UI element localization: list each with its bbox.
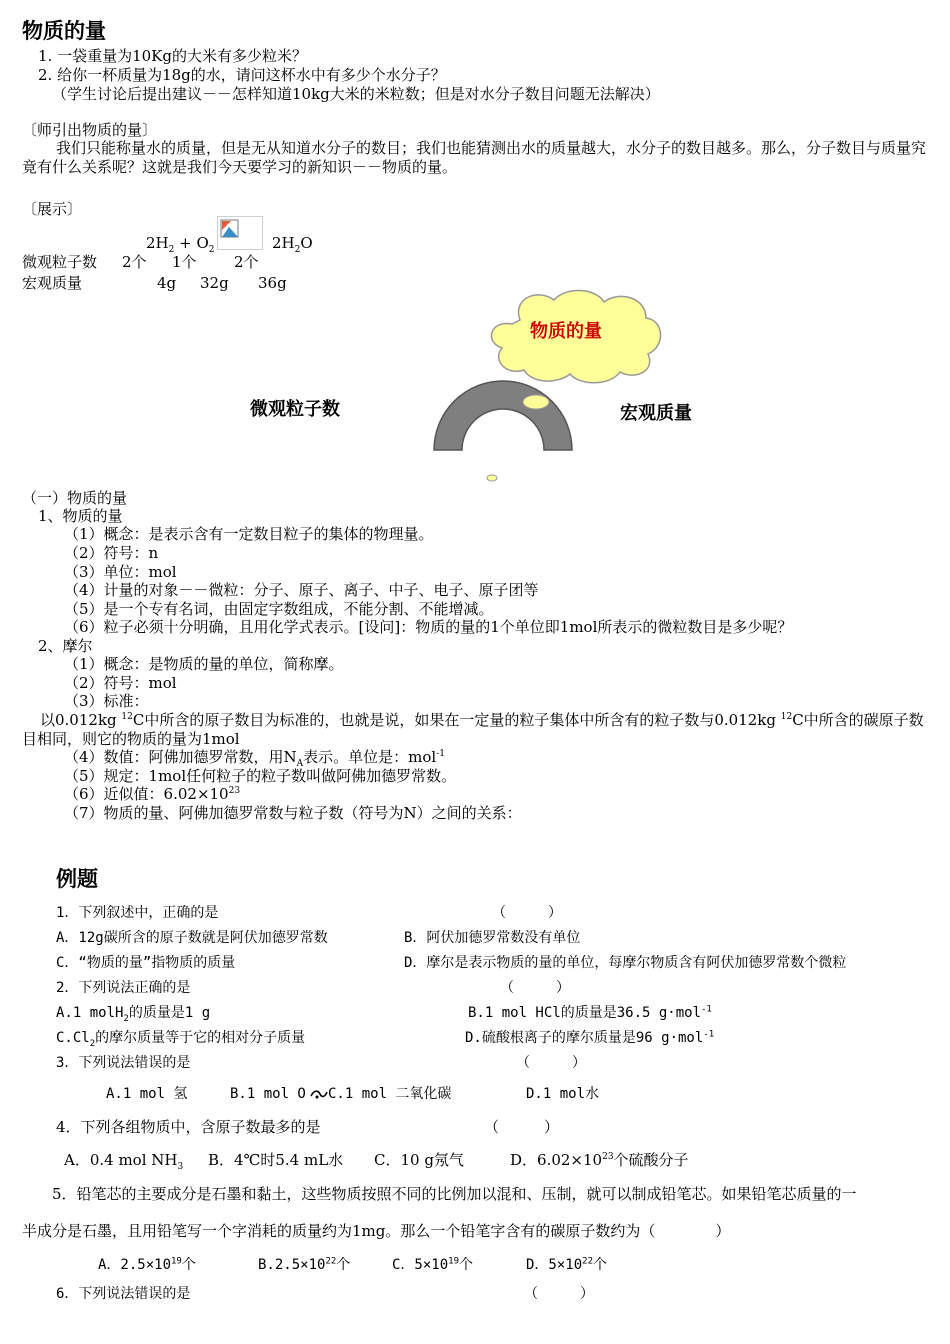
show-label: 〔展示〕 <box>22 200 83 218</box>
item-1-4: （4）计量的对象－－微粒：分子、原子、离子、中子、电子、原子团等 <box>64 581 539 599</box>
q1-option-a: A．12g碳所含的原子数就是阿伏加德罗常数 <box>56 930 328 946</box>
q3-stem: 3．下列说法错误的是 <box>56 1055 191 1071</box>
section-heading: （一）物质的量 <box>22 489 128 507</box>
micro-value-2: 1个 <box>172 253 197 271</box>
intro-question-2: 2. 给你一杯质量为18g的水，请问这杯水中有多少个水分子？ <box>38 66 446 84</box>
top-pebble <box>523 395 549 409</box>
intro-question-1: 1. 一袋重量为10Kg的大米有多少粒米？ <box>38 47 307 65</box>
q1-paren: （ ） <box>492 905 562 921</box>
item-2-6: （6）近似值：$6.02\times 10^{23}$ <box>64 785 241 803</box>
page-title: 物质的量 <box>22 19 106 43</box>
balance-diagram <box>420 280 680 490</box>
q2-stem: 2．下列说法正确的是 <box>56 980 191 996</box>
macro-value-3: 36g <box>258 274 287 292</box>
bottom-pebble <box>487 475 497 481</box>
q2-option-c: $C.Cl_2$的摩尔质量等于它的相对分子质量 <box>56 1030 306 1049</box>
teacher-label: 〔师引出物质的量〕 <box>22 121 158 139</box>
q6-stem: 6．下列说法错误的是 <box>56 1286 191 1302</box>
q3-paren: （ ） <box>516 1055 586 1071</box>
q1-option-d: D．摩尔是表示物质的量的单位，每摩尔物质含有阿伏加德罗常数个微粒 <box>404 955 847 971</box>
equation-reactant-o2: + O <box>174 234 209 252</box>
q4-stem: 4．下列各组物质中，含原子数最多的是 <box>56 1118 321 1136</box>
q3-option-b: B.1 mol O <box>230 1086 306 1102</box>
equation: $2H_2 + O_2$ <box>146 234 215 255</box>
macro-value-1: 4g <box>157 274 177 292</box>
item-2-7: （7）物质的量、阿佛加德罗常数与粒子数（符号为N）之间的关系： <box>64 804 522 822</box>
item-2-3: （3）标准： <box>64 692 149 710</box>
cloud-label: 物质的量 <box>530 321 602 342</box>
standard-text: 以0.012kg $^{12}$C中所含的原子数目为标准的，也就是说，如果在一定量的粒子集体中所含有的粒子数与0.012kg $^{12}$C中所含的碳原子数目相同，则它的物质的量为1mol <box>22 711 924 748</box>
diagram-right-label: 宏观质量 <box>620 403 692 424</box>
item-1-3: （3）单位：mol <box>64 563 177 581</box>
q3-option-d: D.1 mol水 <box>526 1086 600 1102</box>
q1-option-b: B．阿伏加德罗常数没有单位 <box>404 930 581 946</box>
q5-line-1: 5．铅笔芯的主要成分是石墨和黏土，这些物质按照不同的比例加以混和、压制，就可以制成铅笔芯。如果铅笔芯质量的一 <box>52 1185 857 1203</box>
glyph-artifact-icon <box>310 1088 328 1100</box>
teacher-text: 我们只能称量水的质量，但是无从知道水分子的数目；我们也能猜测出水的质量越大，水分子的数目越多。那么，分子数目与质量究竟有什么关系呢？这就是我们今天要学习的新知识－－物质的量。 <box>22 139 927 176</box>
q4-option-c: C．10 g氖气 <box>374 1151 464 1169</box>
q2-option-d: D.硫酸根离子的摩尔质量是96 g·mol$^{-1}$ <box>465 1029 715 1046</box>
q2-option-a: A.1 molH$_2$的质量是1 g <box>56 1005 211 1024</box>
q4-paren: （ ） <box>484 1118 560 1136</box>
q3-option-a: A.1 mol 氢 <box>106 1086 188 1102</box>
equation-reactant-h2: $2H_2$ <box>146 234 175 255</box>
q5-option-c: C．$5\times 10^{19}$个 <box>392 1256 473 1273</box>
item-2-5: （5）规定：1mol任何粒子的粒子数叫做阿佛加德罗常数。 <box>64 767 457 785</box>
micro-value-1: 2个 <box>122 253 147 271</box>
arch-shape <box>434 381 572 450</box>
q4-option-d: D．$6.02\times 10^{23}$个硫酸分子 <box>510 1151 689 1169</box>
item-2-1: （1）概念：是物质的量的单位，简称摩。 <box>64 655 344 673</box>
q2-paren: （ ） <box>500 980 570 996</box>
micro-label: 微观粒子数 <box>22 253 98 271</box>
item-1-2: （2）符号：n <box>64 544 159 562</box>
q5-option-d: D．$5\times 10^{22}$个 <box>526 1256 607 1273</box>
macro-value-2: 32g <box>200 274 229 292</box>
intro-discussion: （学生讨论后提出建议－－怎样知道10kg大米的米粒数；但是对水分子数目问题无法解决） <box>52 85 660 103</box>
q5-line-2: 半成分是石墨，且用铅笔写一个字消耗的质量约为1mg。那么一个铅笔字含有的碳原子数约为（ ） <box>22 1222 731 1240</box>
subsection-1: 1、物质的量 <box>38 507 123 525</box>
q4-option-b: B．4℃时5.4 mL水 <box>208 1151 344 1169</box>
diagram-left-label: 微观粒子数 <box>250 399 340 420</box>
q1-option-c: C．“物质的量”指物质的质量 <box>56 955 236 971</box>
q3-option-c: C.1 mol 二氧化碳 <box>328 1086 452 1102</box>
q6-paren: （ ） <box>524 1286 594 1302</box>
item-1-6: （6）粒子必须十分明确，且用化学式表示。[设问]：物质的量的1个单位即1mol所表示的微粒数目是多少呢？ <box>64 618 793 636</box>
q4-option-a: A．0.4 mol $NH_3$ <box>64 1151 184 1172</box>
item-2-2: （2）符号：mol <box>64 674 177 692</box>
subsection-2: 2、摩尔 <box>38 637 93 655</box>
q1-stem: 1．下列叙述中，正确的是 <box>56 905 219 921</box>
reaction-arrow-image <box>217 216 263 250</box>
micro-value-3: 2个 <box>234 253 259 271</box>
item-1-5: （5）是一个专有名词，由固定字数组成，不能分割、不能增减。 <box>64 600 494 618</box>
q5-option-a: A．$2.5\times 10^{19}$个 <box>98 1256 196 1273</box>
item-1-1: （1）概念：是表示含有一定数目粒子的集体的物理量。 <box>64 525 434 543</box>
examples-heading: 例题 <box>56 867 98 891</box>
item-2-4: （4）数值：阿佛加德罗常数，用$N_A$表示。单位是：mol$^{-1}$ <box>64 748 446 769</box>
q5-option-b: $B.2.5\times 10^{22}$个 <box>258 1256 351 1273</box>
broken-image-icon <box>220 219 240 239</box>
macro-label: 宏观质量 <box>22 274 83 292</box>
equation-product-h2o: $2H_2O$ <box>272 234 313 255</box>
q2-option-b: B.1 mol HCl的质量是36.5 g·mol$^{-1}$ <box>468 1004 712 1021</box>
